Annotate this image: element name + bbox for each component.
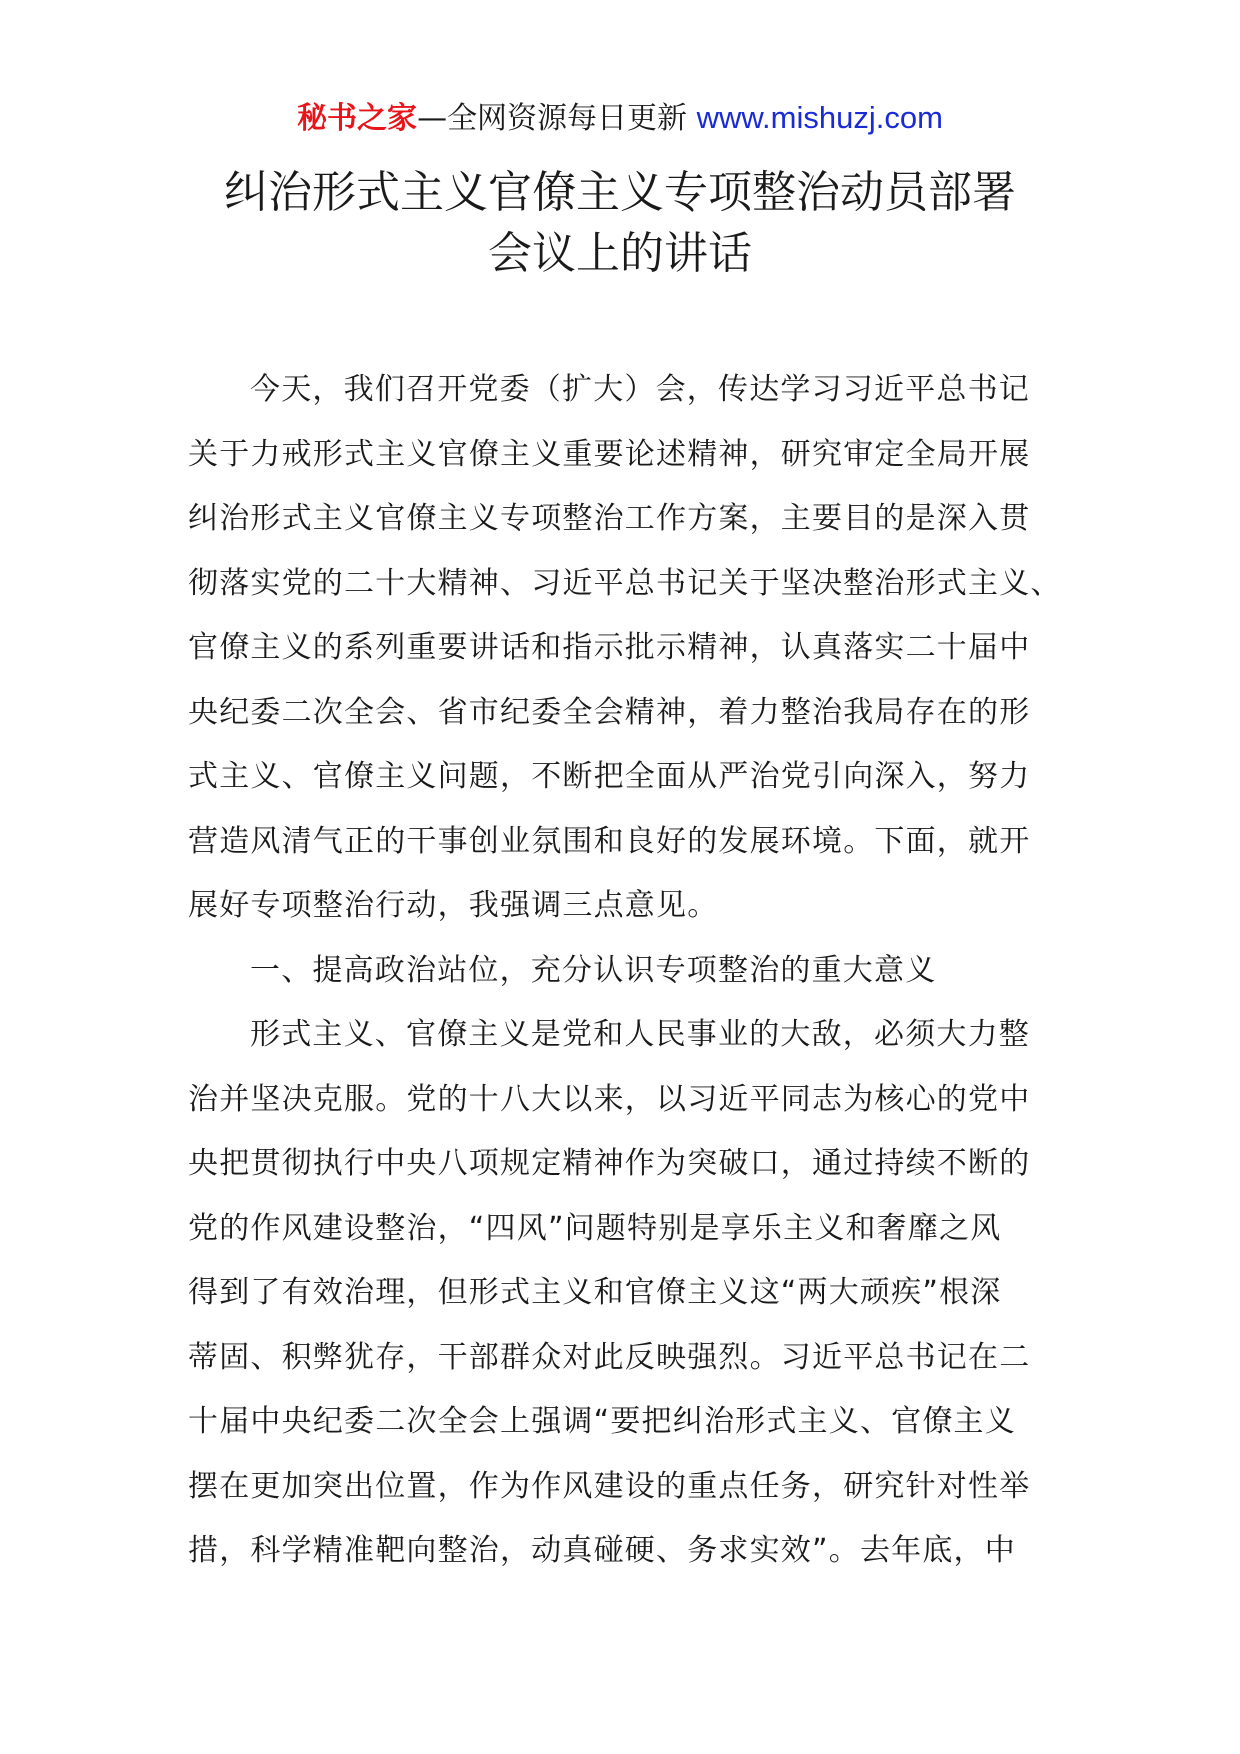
site-name: 秘书之家: [297, 101, 418, 136]
paragraph-line: 得到了有效治理，但形式主义和官僚主义这“两大顽疾”根深: [188, 1275, 1002, 1310]
paragraph-line: 彻落实党的二十大精神、习近平总书记关于坚决整治形式主义、: [188, 565, 1062, 601]
paragraph-line: 蒂固、积弊犹存，干部群众对此反映强烈。习近平总书记在二: [188, 1339, 1031, 1375]
site-banner: [0, 98, 1240, 139]
title-line: 纠治形式主义官僚主义专项整治动员部署: [224, 167, 1016, 218]
paragraph-section-1: [188, 1003, 1056, 1584]
paragraph-line: 展好专项整治行动，我强调三点意见。: [188, 888, 719, 923]
paragraph-line: 措，科学精准靶向整治，动真碰硬、务求实效”。去年底，中: [188, 1533, 1016, 1568]
paragraph-line: 治并坚决克服。党的十八大以来，以习近平同志为核心的党中: [188, 1081, 1031, 1117]
paragraph-line: 摆在更加突出位置，作为作风建设的重点任务，研究针对性举: [188, 1468, 1031, 1504]
paragraph-line: 官僚主义的系列重要讲话和指示批示精神，认真落实二十届中: [188, 630, 1031, 665]
heading-line: 一、提高政治站位，充分认识专项整治的重大意义: [250, 952, 937, 988]
paragraph-line: 党的作风建设整治，“四风”问题特别是享乐主义和奢靡之风: [188, 1210, 1002, 1246]
paragraph-line: 式主义、官僚主义问题，不断把全面从严治党引向深入，努力: [188, 759, 1031, 794]
paragraph-intro: [188, 358, 1062, 939]
document-title: [0, 162, 1240, 284]
section-heading-1: [188, 939, 1056, 1004]
paragraph-line: 央把贯彻执行中央八项规定精神作为突破口，通过持续不断的: [188, 1146, 1031, 1181]
document-body: [188, 358, 1062, 1584]
paragraph-line: 央纪委二次全会、省市纪委全会精神，着力整治我局存在的形: [188, 694, 1031, 730]
paragraph-line: 今天，我们召开党委（扩大）会，传达学习习近平总书记: [250, 372, 1030, 407]
paragraph-line: 关于力戒形式主义官僚主义重要论述精神，研究审定全局开展: [188, 436, 1031, 472]
site-tagline: —全网资源每日更新: [417, 101, 697, 136]
paragraph-line: 十届中央纪委二次全会上强调“要把纠治形式主义、官僚主义: [188, 1404, 1016, 1439]
site-url-link[interactable]: www.mishuzj.com: [696, 100, 943, 135]
title-line: 会议上的讲话: [488, 228, 752, 279]
paragraph-line: 纠治形式主义官僚主义专项整治工作方案，主要目的是深入贯: [188, 501, 1031, 536]
paragraph-line: 形式主义、官僚主义是党和人民事业的大敌，必须大力整: [250, 1017, 1030, 1052]
paragraph-line: 营造风清气正的干事创业氛围和良好的发展环境。下面，就开: [188, 823, 1031, 859]
